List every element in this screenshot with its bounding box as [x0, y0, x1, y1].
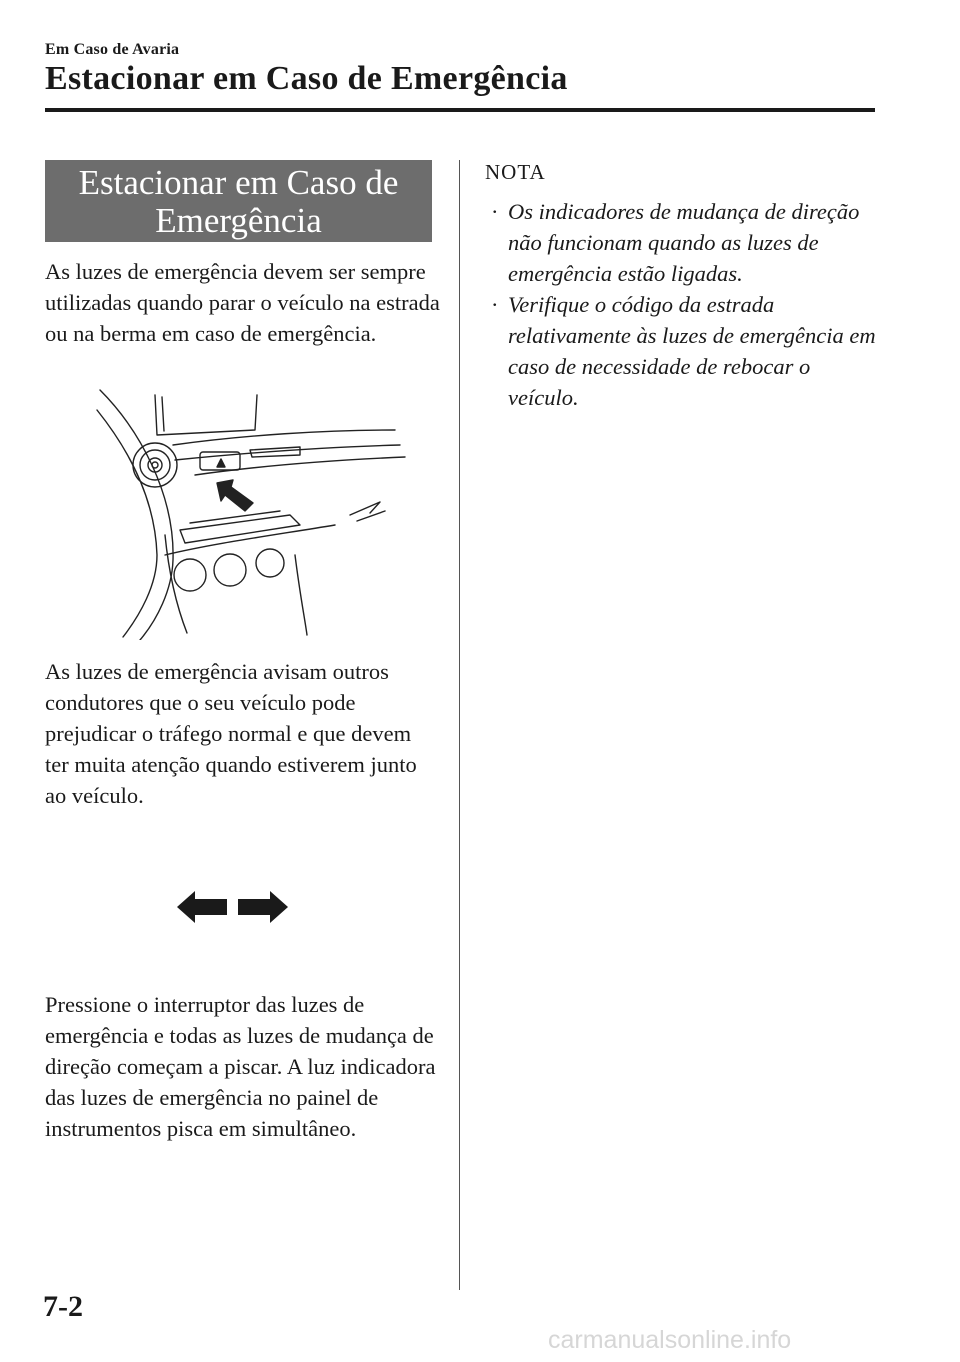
section-banner: [45, 160, 432, 242]
bullet-icon: ·: [491, 292, 499, 317]
hazard-switch-illustration: [95, 385, 415, 640]
note-item-text: Verifique o código da estrada relativamente às luzes de emergência em caso de necessidade de rebocar o veículo.: [508, 292, 876, 410]
watermark[interactable]: carmanualsonline.info: [548, 1326, 792, 1354]
warning-paragraph: As luzes de emergência avisam outros condutores que o seu veículo pode prejudicar o tráfego normal e que devem ter muita atenção quando estiverem junto ao veículo.: [45, 659, 417, 808]
section-banner-line2: Emergência: [155, 201, 322, 240]
chapter-label: Em Caso de Avaria: [45, 41, 180, 58]
bullet-icon: ·: [491, 199, 499, 224]
note-list: [485, 196, 885, 413]
page-number: 7-2: [43, 1290, 83, 1323]
header-rule: [45, 108, 875, 112]
page-title: Estacionar em Caso de Emergência: [45, 60, 568, 97]
note-heading: NOTA: [485, 160, 546, 184]
section-banner-line1: Estacionar em Caso de: [78, 163, 399, 202]
note-item: [485, 196, 885, 289]
column-divider: [459, 160, 460, 1290]
note-item-text: Os indicadores de mudança de direção não funcionam quando as luzes de emergência estão ligadas.: [508, 199, 860, 286]
note-item: [485, 289, 885, 413]
intro-paragraph: As luzes de emergência devem ser sempre utilizadas quando parar o veículo na estrada ou na berma em caso de emergência.: [45, 259, 440, 346]
instruction-paragraph: Pressione o interruptor das luzes de emergência e todas as luzes de mudança de direção começam a piscar. A luz indicadora das luzes de emergência no painel de instrumentos pisca em simultâneo.: [45, 992, 436, 1141]
turn-signal-arrows-icon: [175, 890, 290, 925]
